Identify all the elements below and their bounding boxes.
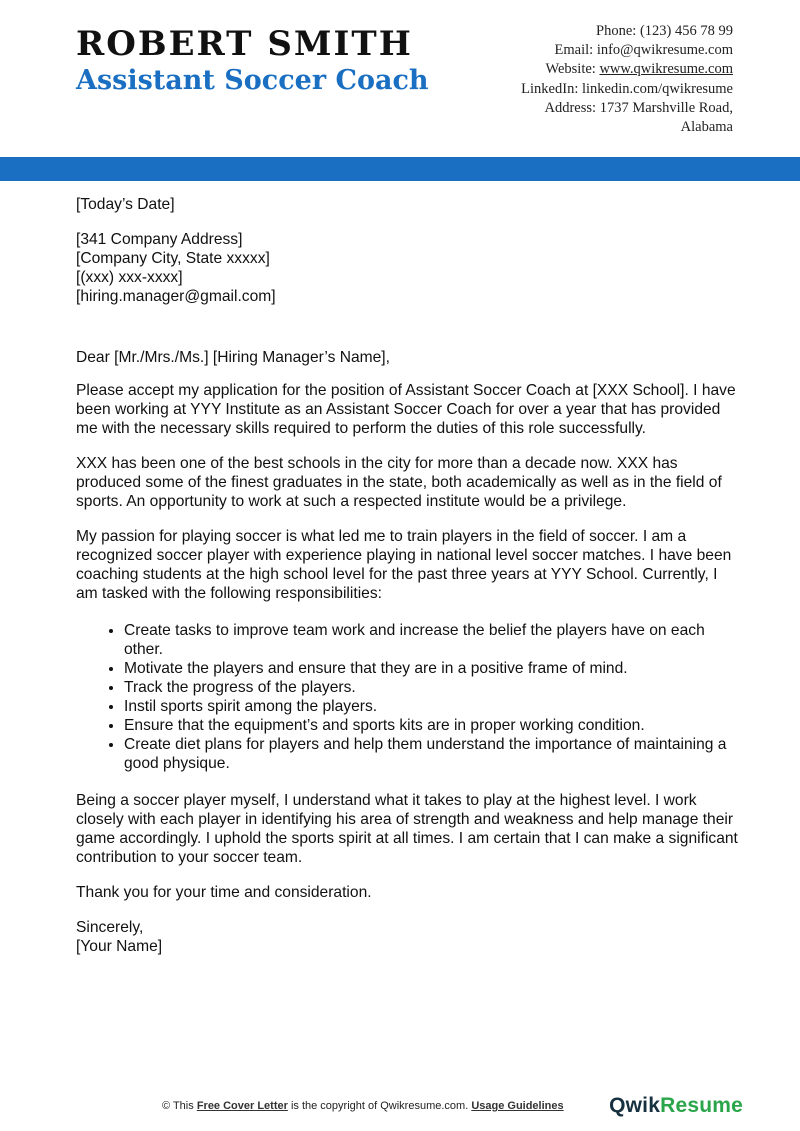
address-label: Address: xyxy=(544,99,600,116)
address-line1: 1737 Marshville Road, xyxy=(599,99,733,116)
copyright-text: © This xyxy=(162,1100,197,1112)
contact-block xyxy=(433,22,733,137)
recipient-line: [hiring.manager@gmail.com] xyxy=(76,288,276,305)
closing-paragraph: Being a soccer player myself, I understand what it takes to play at the highest level. I work closely with each player in identifying his area of strength and weakness and help manage their game accordingly. I uphold the sports spirit at all times. I am certain that I can make a significant contribution to your soccer team. xyxy=(76,792,738,866)
list-item: • Ensure that the equipment’s and sports kits are in proper working condition. xyxy=(124,716,741,735)
job-title: Assistant Soccer Coach xyxy=(76,65,429,96)
qwikresume-logo xyxy=(609,1094,743,1118)
footer-copyright xyxy=(162,1100,564,1112)
list-item: • Instil sports spirit among the players. xyxy=(124,697,741,716)
candidate-name: ROBERT SMITH xyxy=(76,24,413,64)
paragraph: My passion for playing soccer is what led me to train players in the field of soccer. I am a recognized soccer player with experience playing in national level soccer matches. I have been coaching students at the high school level for the past three years at YYY School. Currently, I am tasked with the following responsibilities: xyxy=(76,528,732,602)
logo-part-resume: Resume xyxy=(660,1094,743,1117)
usage-guidelines-link[interactable]: Usage Guidelines xyxy=(471,1100,564,1112)
contact-linkedin xyxy=(433,80,733,99)
linkedin-value[interactable]: linkedin.com/qwikresume xyxy=(581,80,733,97)
list-item: • Track the progress of the players. xyxy=(124,678,741,697)
phone-label: Phone: xyxy=(596,23,640,39)
contact-address xyxy=(433,99,733,118)
recipient-block xyxy=(76,230,741,306)
recipient-line: [Company City, State xxxxx] xyxy=(76,250,270,267)
letter-body xyxy=(76,195,741,956)
phone-value: (123) 456 78 99 xyxy=(639,23,733,39)
email-value[interactable]: info@qwikresume.com xyxy=(596,42,733,59)
website-link[interactable]: www.qwikresume.com xyxy=(599,61,733,78)
paragraph: XXX has been one of the best schools in the city for more than a decade now. XXX has produced some of the finest graduates in the state, both academically as well as in the field of sports. An opportunity to work at such a respected institute would be a privilege. xyxy=(76,455,722,510)
contact-phone xyxy=(433,22,733,41)
salutation: Dear [Mr./Mrs./Ms.] [Hiring Manager’s Name], xyxy=(76,349,390,366)
list-item: • Create tasks to improve team work and increase the belief the players have on each other. xyxy=(124,621,741,659)
list-item: • Create diet plans for players and help them understand the importance of maintaining a good physique. xyxy=(124,735,741,773)
contact-website xyxy=(433,60,733,79)
thanks-line: Thank you for your time and consideration. xyxy=(76,884,372,901)
contact-address-line2: Alabama xyxy=(680,119,733,136)
signature: [Your Name] xyxy=(76,938,163,955)
logo-part-qwik: Qwik xyxy=(609,1094,661,1117)
letter-date: [Today’s Date] xyxy=(76,196,175,213)
linkedin-label: LinkedIn: xyxy=(521,80,582,97)
recipient-line: [341 Company Address] xyxy=(76,231,243,248)
paragraph: Please accept my application for the position of Assistant Soccer Coach at [XXX School]. I have been working at YYY Institute as an Assistant Soccer Coach for over a year that has provided me with the necessary skills required to perform the duties of this role successfully. xyxy=(76,382,736,437)
recipient-line: [(xxx) xxx-xxxx] xyxy=(76,269,183,286)
email-label: Email: xyxy=(554,42,597,59)
contact-email xyxy=(433,41,733,60)
copyright-middle-text: is the copyright of Qwikresume.com. xyxy=(287,1100,472,1112)
signoff: Sincerely, xyxy=(76,919,144,936)
free-cover-letter-link[interactable]: Free Cover Letter xyxy=(196,1100,288,1112)
responsibilities-list xyxy=(76,621,741,773)
list-item: • Motivate the players and ensure that they are in a positive frame of mind. xyxy=(124,659,741,678)
website-label: Website: xyxy=(545,61,600,78)
header-divider-bar xyxy=(0,157,800,181)
